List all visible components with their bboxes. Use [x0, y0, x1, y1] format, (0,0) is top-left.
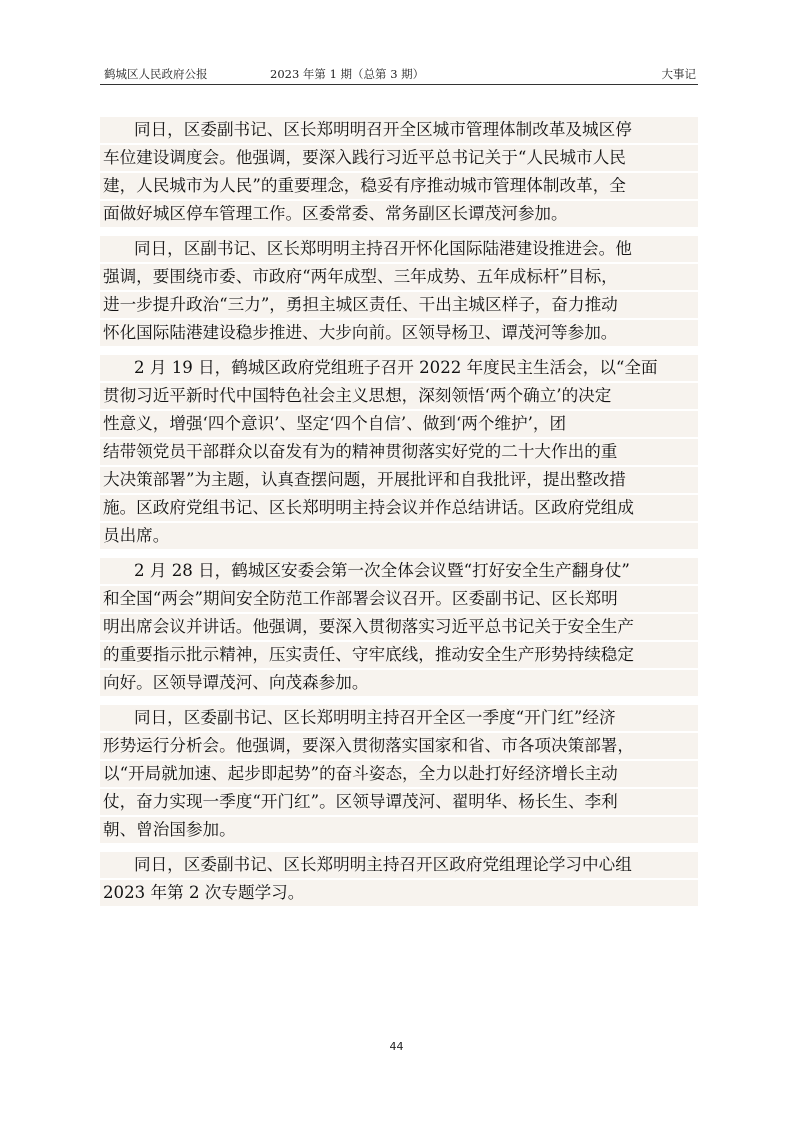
paragraph-democratic-life-meeting — [100, 355, 698, 549]
paragraph-line: 面做好城区停车管理工作。区委常委、常务副区长谭茂河参加。 — [100, 201, 698, 227]
paragraph-line: 2 月 28 日，鹤城区安委会第一次全体会议暨“打好安全生产翻身仗” — [100, 558, 698, 584]
paragraph-line: 建，人民城市为人民”的重要理念，稳妥有序推动城市管理体制改革，全 — [100, 173, 698, 199]
header-rule — [100, 84, 698, 85]
paragraph-land-port — [100, 236, 698, 346]
paragraph-line: 怀化国际陆港建设稳步推进、大步向前。区领导杨卫、谭茂河等参加。 — [100, 320, 698, 346]
paragraph-line: 形势运行分析会。他强调，要深入贯彻落实国家和省、市各项决策部署， — [100, 733, 698, 759]
paragraph-line: 2023 年第 2 次专题学习。 — [100, 880, 698, 906]
paragraph-line: 的重要指示批示精神，压实责任、守牢底线，推动安全生产形势持续稳定 — [100, 642, 698, 668]
paragraph-line: 员出席。 — [100, 523, 698, 549]
article-body — [100, 117, 698, 915]
paragraph-city-management — [100, 117, 698, 227]
paragraph-economic-analysis — [100, 705, 698, 843]
page-number: 44 — [389, 1040, 404, 1053]
paragraph-line: 性意义，增强‘四个意识’、坚定‘四个自信’、做到‘两个维护’，团 — [100, 411, 698, 437]
paragraph-line: 进一步提升政治“三力”，勇担主城区责任、干出主城区样子，奋力推动 — [100, 292, 698, 318]
paragraph-line: 贯彻习近平新时代中国特色社会主义思想，深刻领悟‘两个确立’的决定 — [100, 383, 698, 409]
page-header — [100, 64, 698, 84]
paragraph-line: 同日，区副书记、区长郑明明主持召开怀化国际陆港建设推进会。他 — [100, 236, 698, 262]
paragraph-theory-study — [100, 852, 698, 906]
paragraph-line: 仗，奋力实现一季度“开门红”。区领导谭茂河、翟明华、杨长生、李利 — [100, 789, 698, 815]
header-section-title: 大事记 — [661, 67, 696, 81]
paragraph-line: 朝、曾治国参加。 — [100, 817, 698, 843]
paragraph-line: 2 月 19 日，鹤城区政府党组班子召开 2022 年度民主生活会，以“全面 — [100, 355, 698, 381]
header-publication-title: 鹤城区人民政府公报 — [104, 67, 208, 81]
paragraph-line: 同日，区委副书记、区长郑明明主持召开区政府党组理论学习中心组 — [100, 852, 698, 878]
paragraph-line: 以“开局就加速、起步即起势”的奋斗姿态，全力以赴打好经济增长主动 — [100, 761, 698, 787]
paragraph-line: 和全国“两会”期间安全防范工作部署会议召开。区委副书记、区长郑明 — [100, 586, 698, 612]
header-issue-number: 2023 年第 1 期（总第 3 期） — [270, 67, 425, 81]
paragraph-line: 向好。区领导谭茂河、向茂森参加。 — [100, 670, 698, 696]
paragraph-line: 施。区政府党组书记、区长郑明明主持会议并作总结讲话。区政府党组成 — [100, 495, 698, 521]
paragraph-line: 同日，区委副书记、区长郑明明召开全区城市管理体制改革及城区停 — [100, 117, 698, 143]
paragraph-line: 强调，要围绕市委、市政府“两年成型、三年成势、五年成标杆”目标， — [100, 264, 698, 290]
paragraph-safety-committee — [100, 558, 698, 696]
paragraph-line: 大决策部署”为主题，认真查摆问题，开展批评和自我批评，提出整改措 — [100, 467, 698, 493]
paragraph-line: 同日，区委副书记、区长郑明明主持召开全区一季度“开门红”经济 — [100, 705, 698, 731]
paragraph-line: 明出席会议并讲话。他强调，要深入贯彻落实习近平总书记关于安全生产 — [100, 614, 698, 640]
paragraph-line: 结带领党员干部群众以奋发有为的精神贯彻落实好党的二十大作出的重 — [100, 439, 698, 465]
paragraph-line: 车位建设调度会。他强调，要深入践行习近平总书记关于“人民城市人民 — [100, 145, 698, 171]
